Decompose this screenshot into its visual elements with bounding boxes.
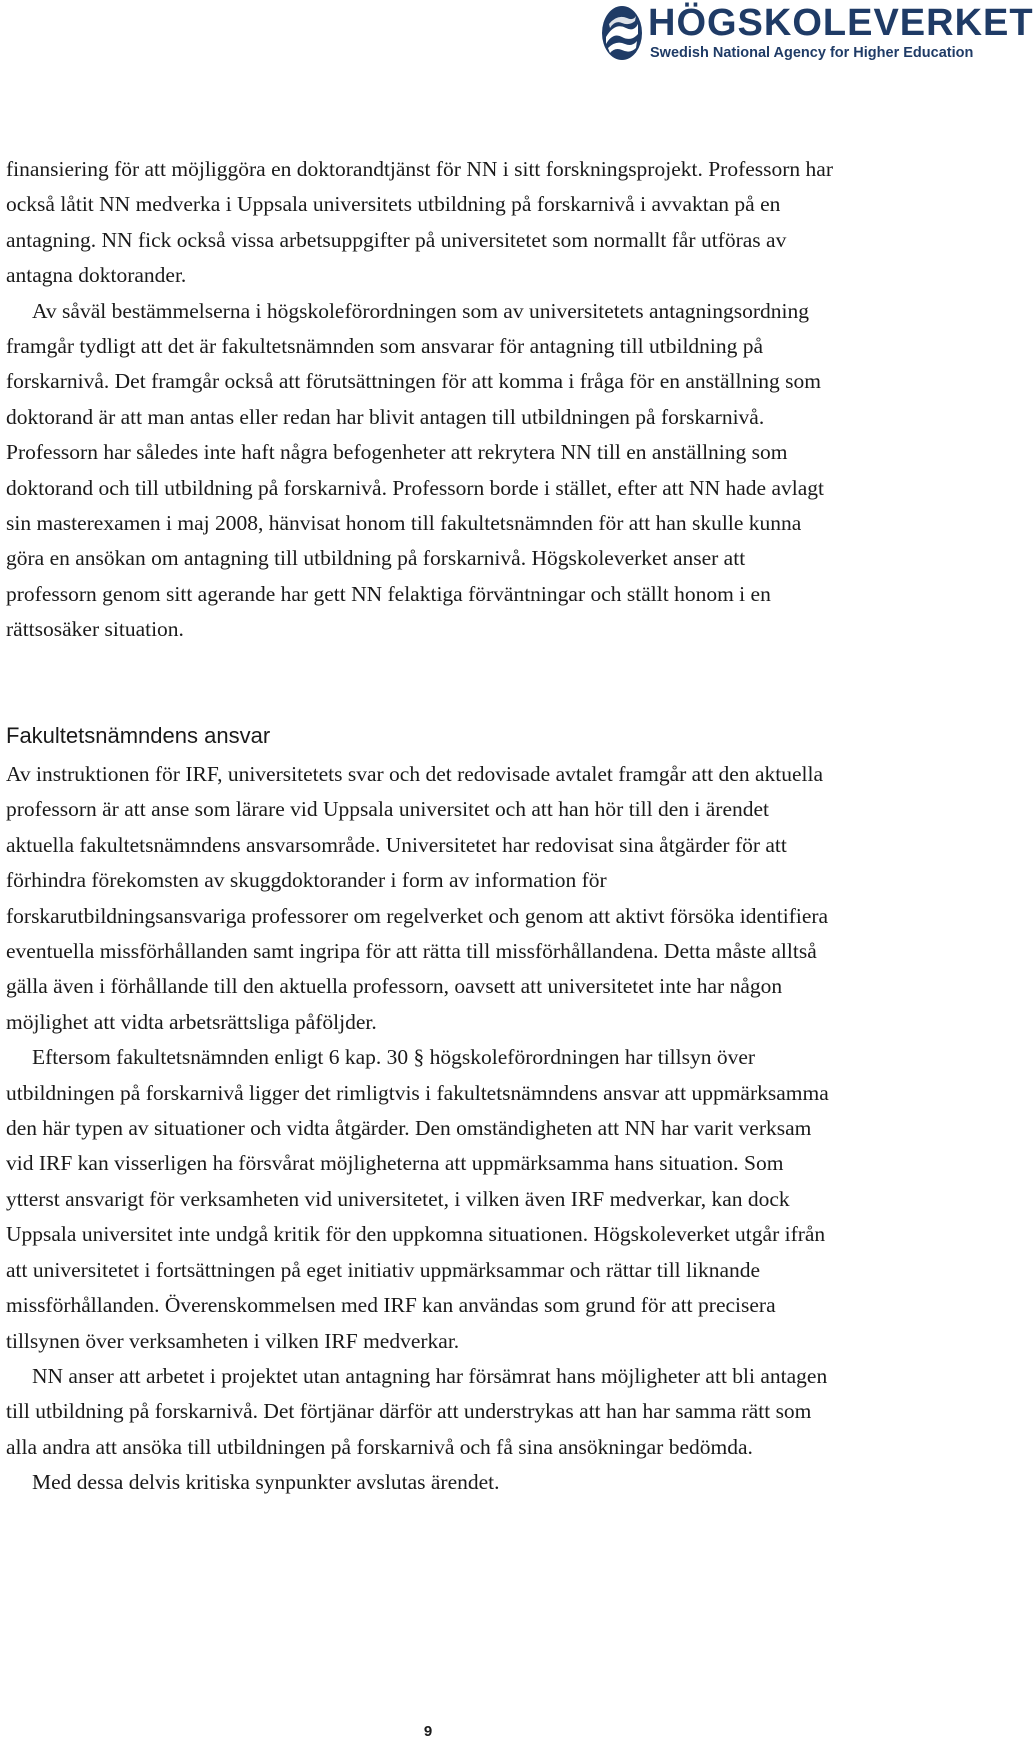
logo-wordmark: HÖGSKOLEVERKET	[648, 2, 1034, 44]
paragraph: finansiering för att möjliggöra en doktorandtjänst för NN i sitt forskningsprojekt. Professorn har också låtit NN medverka i Uppsala universitets utbildning på forskarnivå i avvaktan på en antagning. NN fick också vissa arbetsuppgifter på universitetet som normallt får utföras av antagna doktorander.	[6, 157, 833, 288]
section-text	[6, 757, 840, 1501]
section-heading: Fakultetsnämndens ansvar	[6, 723, 271, 748]
agency-logo	[598, 0, 1034, 70]
paragraph: Av instruktionen för IRF, universitetets svar och det redovisade avtalet framgår att den aktuella professorn är att anse som lärare vid Uppsala universitet och att han hör till den i ärendet aktuella fakultetsnämndens ansvarsområde. Universitetet har redovisat sina åtgärder för att förhindra förekomsten av skuggdoktorander i form av information för forskarutbildningsansvariga professorer om regelverket och genom att aktivt försöka identifiera eventuella missförhållanden samt ingripa för att rätta till missförhållandena. Detta måste alltså gälla även i förhållande till den aktuella professorn, oavsett att universitetet inte har någon möjlighet att vidta arbetsrättsliga påföljder.	[6, 762, 829, 1034]
logo-emblem-icon	[601, 4, 643, 62]
paragraph: NN anser att arbetet i projektet utan antagning har försämrat hans möjligheter att bli antagen till utbildning på forskarnivå. Det förtjänar därför att understrykas att han har samma rätt som alla andra att ansöka till utbildningen på forskarnivå och få sina ansökningar bedömda.	[6, 1363, 828, 1459]
page-number: 9	[423, 1723, 433, 1740]
paragraph: Med dessa delvis kritiska synpunkter avslutas ärendet.	[32, 1470, 500, 1495]
paragraph: Av såväl bestämmelserna i högskoleförordningen som av universitetets antagningsordning framgår tydligt att det är fakultetsnämnden som ansvarar för antagning till utbildning på forskarnivå. Det framgår också att förutsättningen för att komma i fråga för en anställning som doktorand är att man antas eller redan har blivit antagen till utbildningen på forskarnivå. Professorn har således inte haft några befogenheter att rekrytera NN till en anställning som doktorand och till utbildning på forskarnivå. Professorn borde i stället, efter att NN hade avlagt sin masterexamen i maj 2008, hänvisat honom till fakultetsnämnden för att han skulle kunna göra en ansökan om antagning till utbildning på forskarnivå. Högskoleverket anser att professorn genom sitt agerande har gett NN felaktiga förväntningar och ställt honom i en rättsosäker situation.	[6, 298, 824, 642]
intro-text	[6, 152, 840, 648]
paragraph: Eftersom fakultetsnämnden enligt 6 kap. 30 § högskoleförordningen har tillsyn över utbildningen på forskarnivå ligger det rimligtvis i fakultetsnämndens ansvar att uppmärksamma den här typen av situationer och vidta åtgärder. Den omständigheten att NN har varit verksam vid IRF kan visserligen ha försvårat möjligheterna att uppmärksamma hans situation. Som ytterst ansvarigt för verksamheten vid universitetet, i vilken även IRF medverkar, kan dock Uppsala universitet inte undgå kritik för den uppkomna situationen. Högskoleverket utgår ifrån att universitetet i fortsättningen på eget initiativ uppmärksammar och rättar till liknande missförhållanden. Överenskommelsen med IRF kan användas som grund för att precisera tillsynen över verksamheten i vilken IRF medverkar.	[6, 1045, 829, 1353]
logo-tagline: Swedish National Agency for Higher Education	[650, 45, 974, 61]
